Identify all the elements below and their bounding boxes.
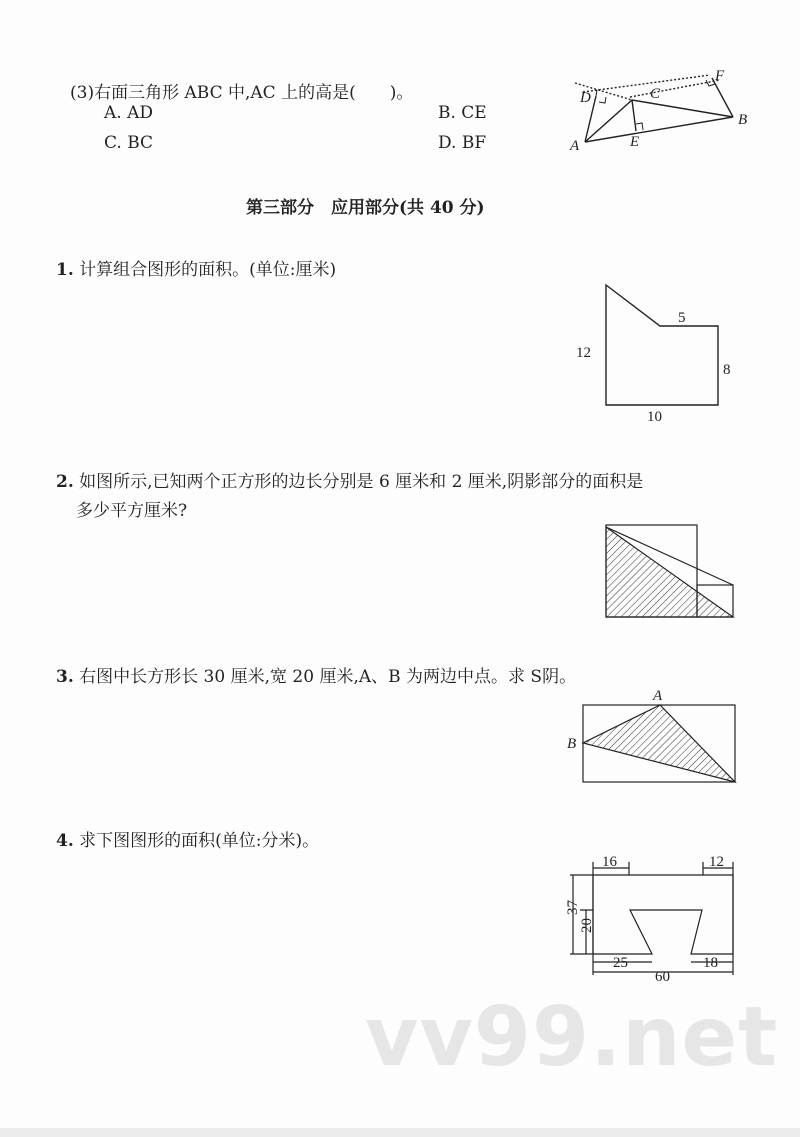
fig3-label-b: B: [567, 736, 577, 752]
fig1-label-10: 10: [647, 409, 662, 425]
option-d: D. BF: [438, 133, 487, 153]
label-c: C: [650, 86, 661, 102]
label-b: B: [738, 112, 748, 128]
label-e: E: [630, 134, 640, 150]
problem-3: 3. 右图中长方形长 30 厘米,宽 20 厘米,A、B 为两边中点。求 S阴。: [56, 667, 577, 687]
fig4-label-37: 37: [565, 900, 581, 915]
option-c: C. BC: [104, 133, 154, 153]
figure-1: [606, 285, 718, 405]
problem-1: 1. 计算组合图形的面积。(单位:厘米): [56, 260, 337, 280]
figure-3: [583, 705, 735, 782]
fig4-label-16: 16: [602, 854, 617, 870]
fig3-label-a: A: [653, 688, 663, 704]
fig1-label-12: 12: [576, 345, 591, 361]
q3-stem: (3)右面三角形 ABC 中,AC 上的高是( )。: [70, 83, 414, 103]
watermark: vv99.net: [365, 990, 779, 1085]
section-title: 第三部分 应用部分(共 40 分): [246, 198, 485, 218]
fig4-label-20: 20: [579, 918, 595, 933]
problem-4: 4. 求下图图形的面积(单位:分米)。: [56, 831, 320, 851]
fig1-label-8: 8: [723, 362, 731, 378]
fig4-label-60: 60: [655, 969, 670, 985]
label-d: D: [580, 90, 591, 106]
label-a: A: [570, 138, 580, 154]
fig4-label-18: 18: [703, 955, 718, 971]
figure-2: [606, 525, 733, 617]
problem-2: 2. 如图所示,已知两个正方形的边长分别是 6 厘米和 2 厘米,阴影部分的面积是: [56, 472, 644, 492]
fig4-label-12: 12: [709, 854, 724, 870]
problem-2-cont: 多少平方厘米?: [76, 501, 188, 521]
option-b: B. CE: [438, 103, 487, 123]
fig4-label-25: 25: [613, 955, 628, 971]
option-a: A. AD: [104, 103, 153, 123]
label-f: F: [715, 68, 725, 84]
bottom-bar: [0, 1128, 800, 1137]
fig1-label-5: 5: [678, 310, 686, 326]
